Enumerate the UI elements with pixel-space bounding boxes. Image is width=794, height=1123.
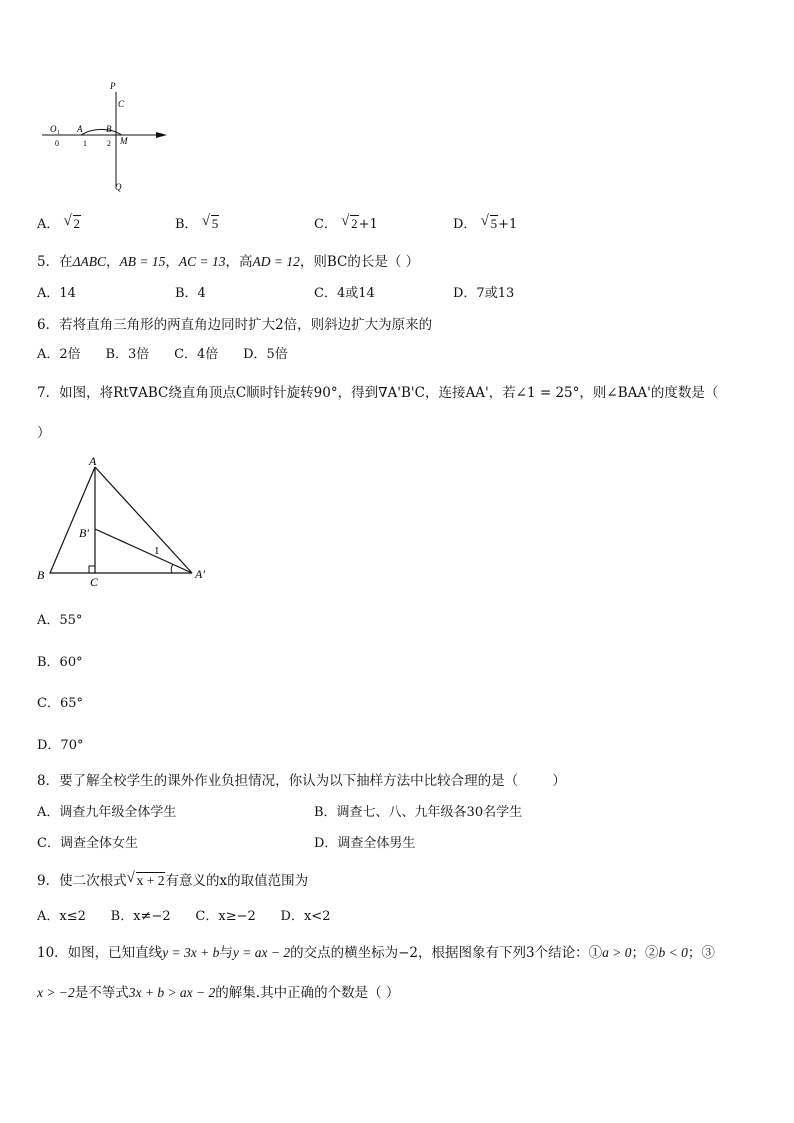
label-C: C xyxy=(118,99,125,109)
label-M: M xyxy=(120,136,128,146)
q9-stem: 9．使二次根式 √ x + 2有意义的x的取值范围为 xyxy=(37,870,309,889)
q6-stem: 6．若将直角三角形的两直角边同时扩大2倍，则斜边扩大为原来的 xyxy=(37,317,433,333)
label-O1-sub: 1 xyxy=(57,130,60,136)
label-P: P xyxy=(110,81,116,91)
fig-label-A1: A′ xyxy=(195,567,205,581)
fig-label-A: A xyxy=(89,454,97,468)
tick-0: 0 xyxy=(55,139,59,148)
q7-stem-line1: 7．如图，将Rt∇ABC绕直角顶点C顺时针旋转90°，得到∇A'B'C，连接AA'，若∠1 = 25°，则∠BAA'的度数是（ xyxy=(37,385,719,401)
tick-1: 1 xyxy=(83,139,87,148)
q8-option-b: B．调查七、八、九年级各30名学生 xyxy=(314,805,523,820)
label-Q: Q xyxy=(115,182,122,192)
q4-option-d: D． √ 5+1 xyxy=(453,213,518,232)
q7-stem-line2: ） xyxy=(37,425,51,441)
q8-stem: 8．要了解全校学生的课外作业负担情况，你认为以下抽样方法中比较合理的是（ ） xyxy=(37,773,566,789)
segment-b1a1 xyxy=(95,529,192,573)
q7-option-c: C．65° xyxy=(37,696,83,711)
q8-option-d: D．调查全体男生 xyxy=(314,836,416,851)
x-axis-arrow xyxy=(156,132,167,138)
triangle-abc xyxy=(50,467,95,573)
right-angle-mark xyxy=(89,566,95,573)
q7-option-b: B．60° xyxy=(37,655,83,670)
q5-option-b: B．4 xyxy=(175,286,206,301)
q5-option-a: A．14 xyxy=(37,286,76,301)
fig-label-B: B xyxy=(37,568,45,582)
q4-option-a: A． √ 2 xyxy=(37,213,81,232)
q8-option-c: C．调查全体女生 xyxy=(37,836,138,851)
fig-label-C: C xyxy=(90,575,99,589)
tick-2: 2 xyxy=(107,139,111,148)
q10-stem-line1: 10．如图，已知直线y = 3x + b与y = ax − 2的交点的横坐标为−2，根据图象有下列3个结论：①a > 0；②b < 0；③ xyxy=(37,945,715,961)
q4-option-c: C． √ 2+1 xyxy=(314,213,378,232)
q5-option-d: D．7或13 xyxy=(453,286,515,301)
q7-option-d: D．70° xyxy=(37,738,84,753)
label-A: A xyxy=(77,124,83,134)
q9-options: A．x≤2 B．x≠−2 C．x≥−2 D．x<2 xyxy=(37,909,331,924)
number-line-figure xyxy=(40,80,175,195)
label-B: B xyxy=(106,124,112,134)
angle-1-arc xyxy=(171,564,173,573)
q8-option-a: A．调查九年级全体学生 xyxy=(37,805,177,820)
fig-label-1: 1 xyxy=(154,545,160,557)
q5-stem: 5．在ΔABC，AB = 15，AC = 13，高AD = 12，则BC的长是（ ） xyxy=(37,254,420,270)
q7-option-a: A．55° xyxy=(37,613,83,628)
segment-aa1 xyxy=(95,467,192,573)
q10-stem-line2: x > −2是不等式3x + b > ax − 2的解集.其中正确的个数是（ ） xyxy=(37,985,400,1001)
q6-options: A．2倍 B．3倍 C．4倍 D．5倍 xyxy=(37,347,288,362)
label-O1: O xyxy=(50,124,57,134)
q4-option-b: B． √ 5 xyxy=(175,213,219,232)
fig-label-B1: B′ xyxy=(79,526,89,540)
rotation-triangle-figure xyxy=(33,452,218,592)
q5-option-c: C．4或14 xyxy=(314,286,375,301)
